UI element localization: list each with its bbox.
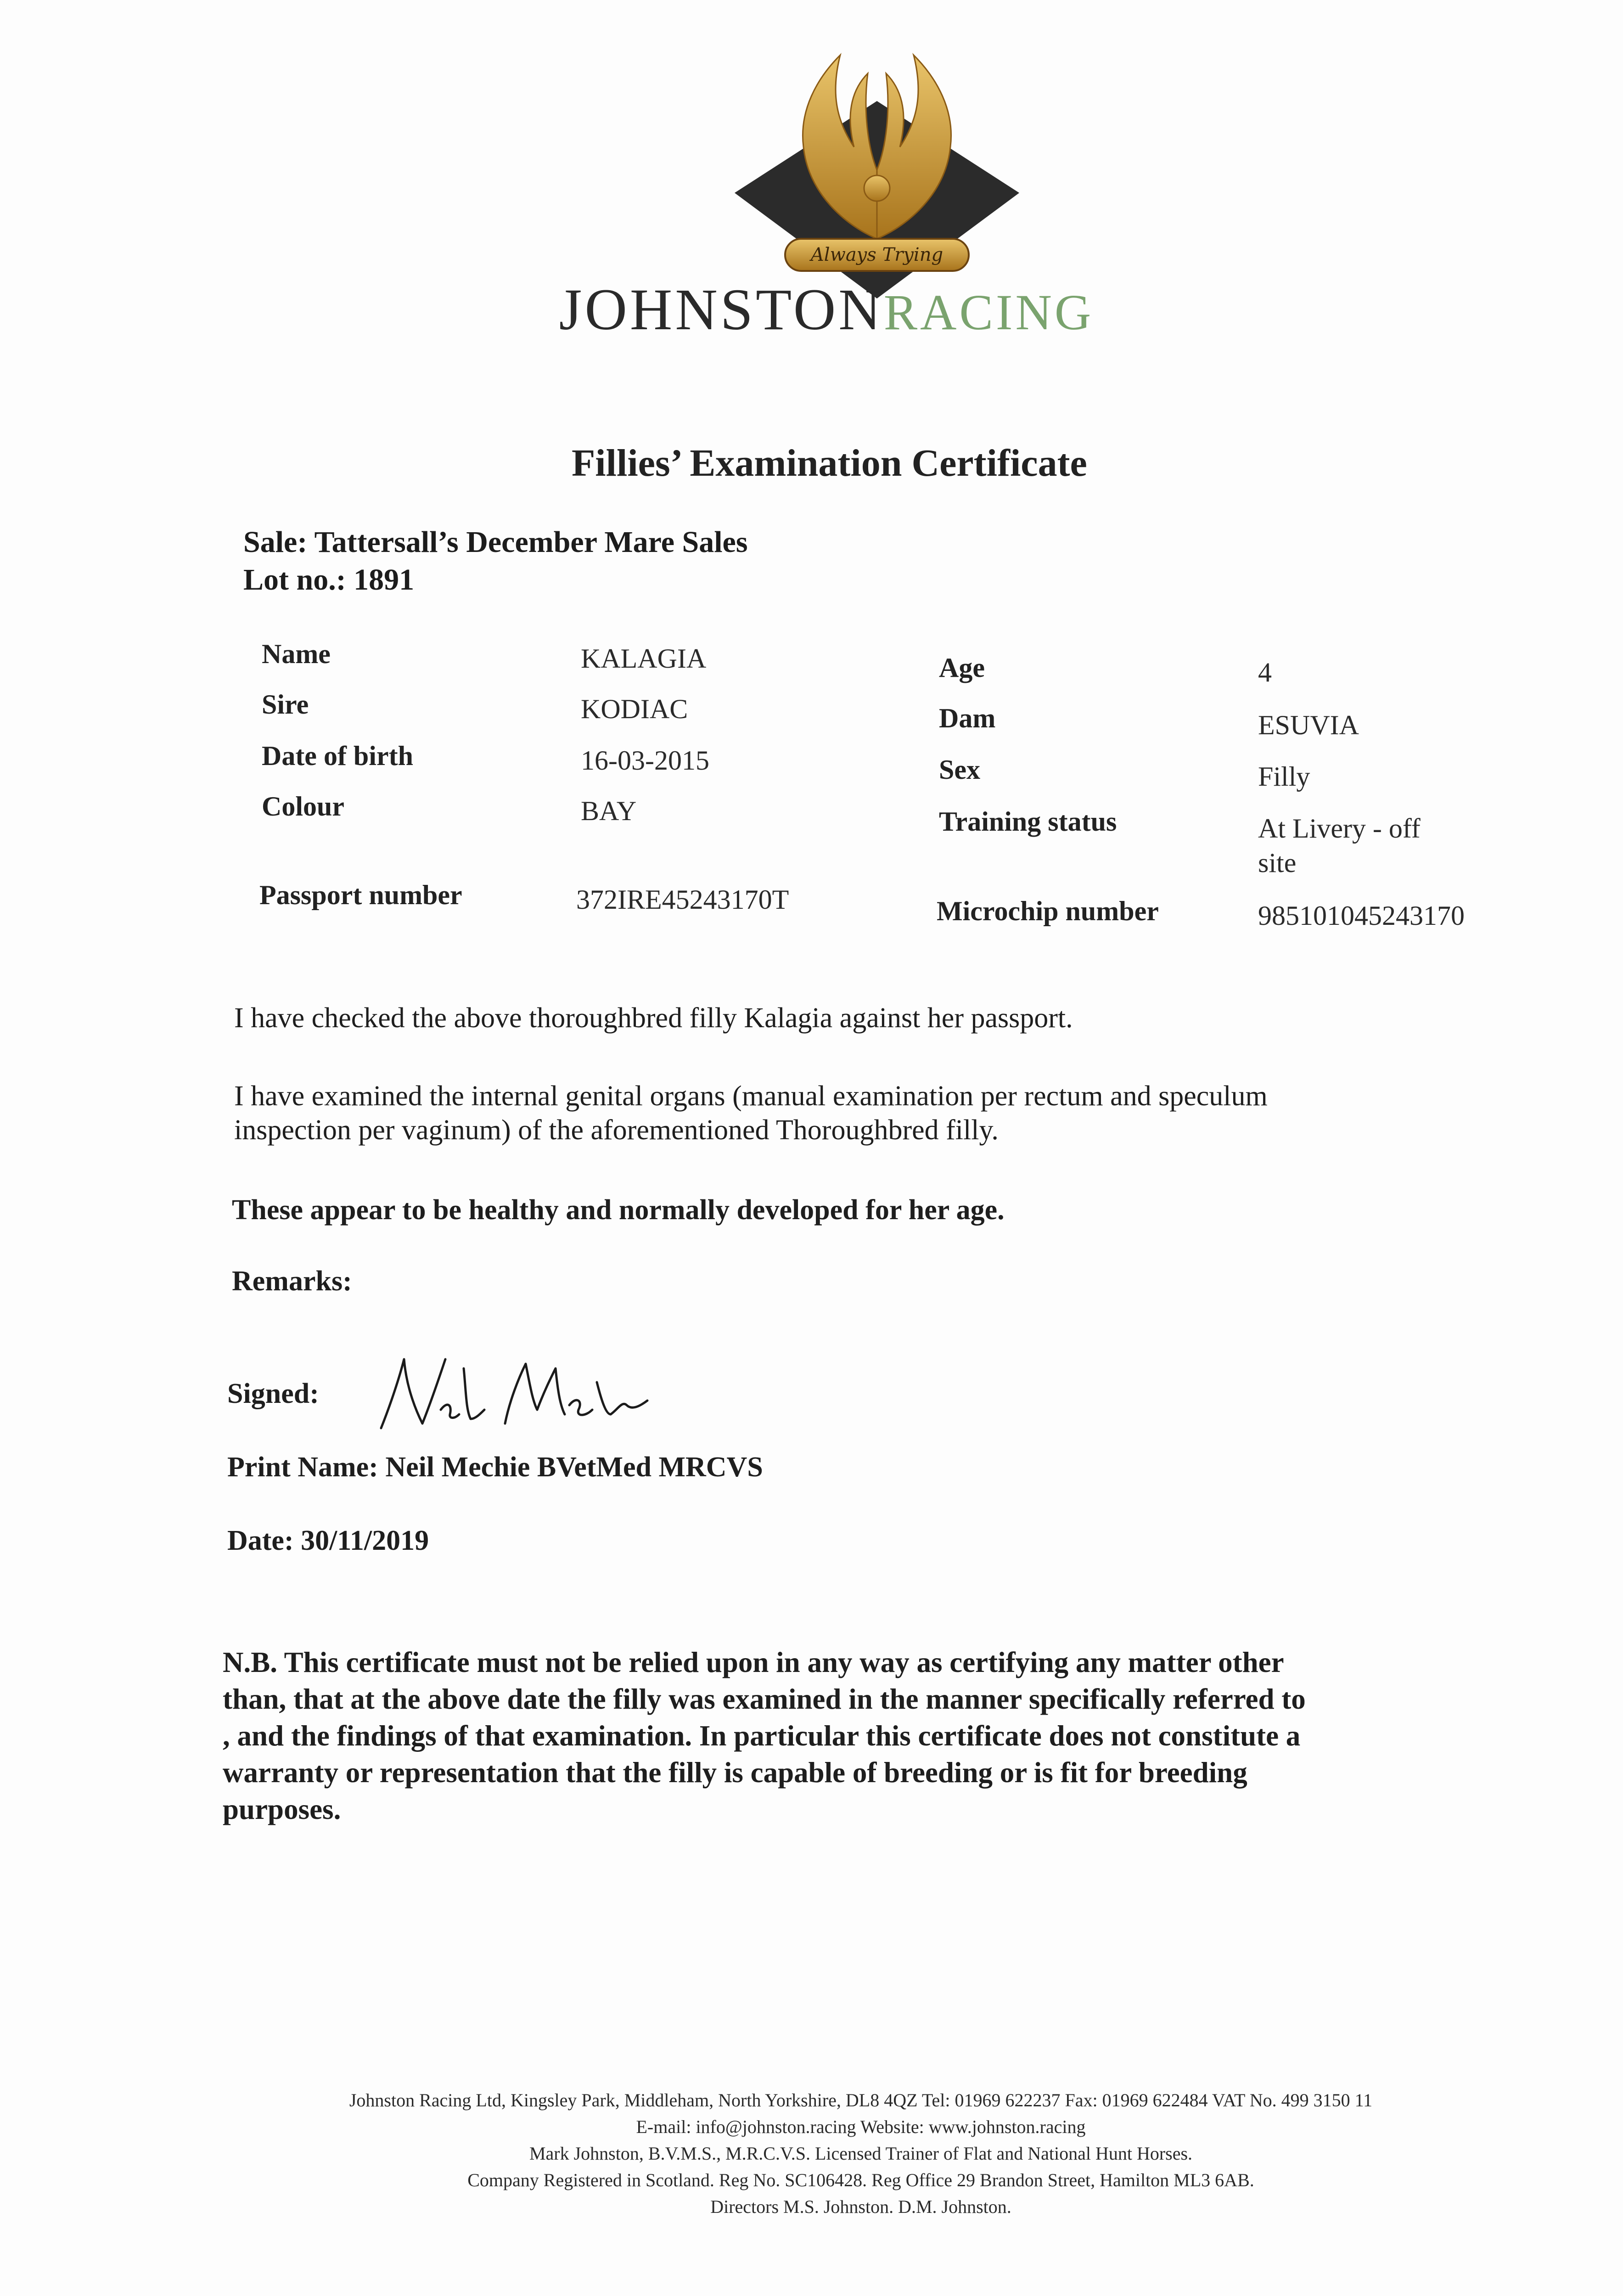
footer-address: Johnston Racing Ltd, Kingsley Park, Middleham, North Yorkshire, DL8 4QZ Tel: 01969 622237 Fax: 01969 622484 VAT No. 499 3150 11 [349,2090,1373,2110]
nb-line: warranty or representation that the filly is capable of breeding or is fit for breeding [223,1756,1247,1789]
signed-label: Signed: [227,1378,319,1409]
print-name: Print Name: Neil Mechie BVetMed MRCVS [227,1452,763,1483]
age-value: 4 [1258,657,1272,687]
sex-label: Sex [939,754,980,785]
name-label: Name [262,639,331,669]
nb-disclaimer [223,1644,1490,1828]
sire-label: Sire [262,689,309,720]
passport-check-paragraph: I have checked the above thoroughbred filly Kalagia against her passport. [234,1002,1073,1034]
exam-date: Date: 30/11/2019 [227,1525,429,1556]
sex-value: Filly [1258,761,1310,792]
logo-motto: Always Trying [810,244,943,265]
training-label: Training status [939,806,1117,837]
colour-label: Colour [262,791,344,822]
microchip-value: 985101045243170 [1258,900,1465,931]
page-title: Fillies’ Examination Certificate [572,442,1087,484]
logo-motto-banner [785,239,969,271]
findings-statement: These appear to be healthy and normally developed for her age. [232,1194,1005,1226]
dob-value: 16-03-2015 [581,745,709,776]
examination-paragraph [234,1079,1268,1147]
nb-line: purposes. [223,1793,341,1825]
examination-line2: inspection per vaginum) of the aforementioned Thoroughbred filly. [234,1114,999,1146]
training-value-line2: site [1258,848,1297,878]
age-label: Age [939,653,985,683]
sale-line: Sale: Tattersall’s December Mare Sales [243,525,748,559]
examination-line1: I have examined the internal genital organs (manual examination per rectum and speculum [234,1080,1268,1112]
microchip-label: Microchip number [937,896,1159,926]
passport-value: 372IRE45243170T [576,884,789,915]
footer-directors: Directors M.S. Johnston. D.M. Johnston. [710,2196,1011,2217]
nb-line: than, that at the above date the filly was examined in the manner specifically referred to [223,1683,1306,1715]
footer-trainer: Mark Johnston, B.V.M.S., M.R.C.V.S. Licensed Trainer of Flat and National Hunt Horses. [529,2143,1193,2164]
sire-value: KODIAC [581,694,688,724]
brand-part1: JOHNSTON [559,277,884,342]
lot-line: Lot no.: 1891 [243,563,415,597]
passport-label: Passport number [259,880,462,910]
training-value-line1: At Livery - off [1258,813,1421,844]
footer-registration: Company Registered in Scotland. Reg No. SC106428. Reg Office 29 Brandon Street, Hamilton ML3 6AB. [467,2170,1254,2190]
brand-part2: RACING [883,284,1094,340]
handwritten-signature [372,1350,657,1437]
nb-line: , and the findings of that examination. In particular this certificate does not constitute a [223,1720,1301,1752]
dam-value: ESUVIA [1258,710,1359,740]
colour-value: BAY [581,796,637,826]
dam-label: Dam [939,703,996,733]
nb-line: N.B. This certificate must not be relied upon in any way as certifying any matter other [223,1646,1284,1678]
name-value: KALAGIA [581,643,707,674]
brand-wordmark [551,277,1102,342]
sale-info [243,523,748,599]
dob-label: Date of birth [262,741,413,771]
remarks-label: Remarks: [232,1266,352,1297]
company-footer [174,2087,1547,2220]
footer-contact: E-mail: info@johnston.racing Website: www.johnston.racing [636,2116,1086,2137]
